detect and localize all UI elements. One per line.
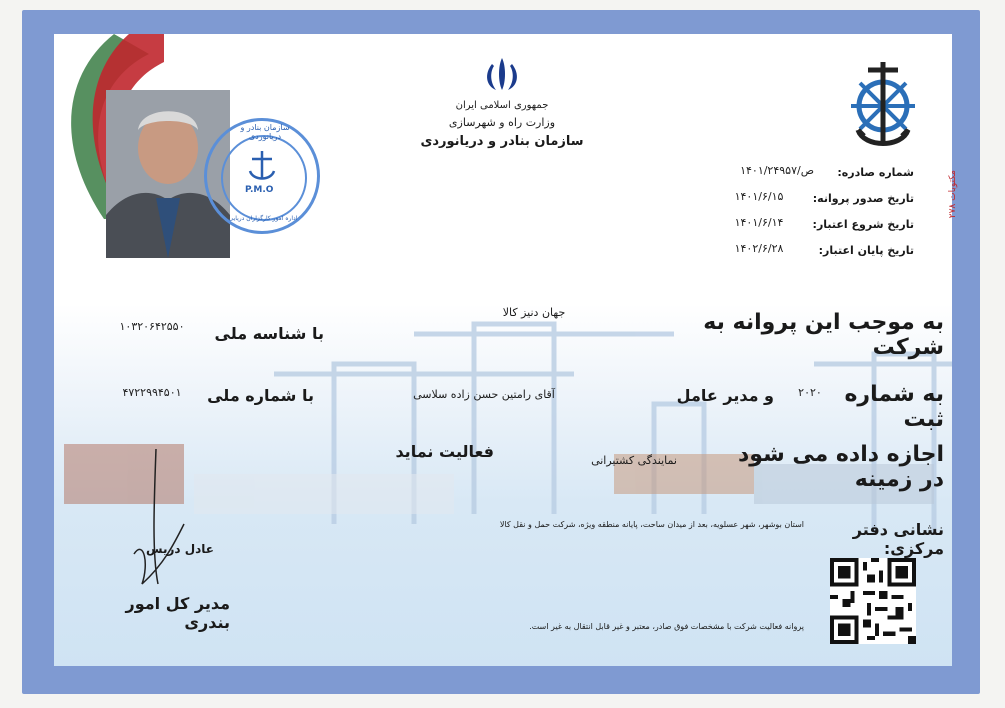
certificate-paper — [54, 34, 952, 666]
issue-label-start: تاریخ شروع اعتبار: — [812, 218, 914, 231]
registration-number: ۲۰۲۰ — [798, 386, 822, 399]
issue-label-end: تاریخ پایان اعتبار: — [818, 244, 914, 257]
official-seal — [204, 118, 320, 234]
seal-abbreviation: P.M.O — [245, 185, 274, 195]
footer-note: پروانه فعالیت شرکت با مشخصات فوق صادر، معتبر و غیر قابل انتقال به غیر است. — [529, 622, 804, 631]
issue-value-end: ۱۴۰۲/۶/۲۸ — [734, 242, 784, 255]
seal-bottom-text: اداره امور کارگزاران دریایی — [228, 215, 298, 222]
body-line2-suffix: با شماره ملی — [207, 386, 314, 405]
signature-scribble — [94, 444, 224, 604]
signatory-name: عادل دریس — [146, 542, 214, 556]
header-line-3: سازمان بنادر و دریانوردی — [420, 134, 584, 149]
body-line2-prefix: به شماره ثبت — [844, 382, 944, 432]
seal-anchor-icon — [247, 149, 277, 183]
activity-field: نمایندگی کشتیرانی — [591, 454, 677, 467]
national-id: ۱۰۳۲۰۶۴۲۵۵۰ — [119, 320, 185, 333]
ceo-name: آقای رامتین حسن زاده سلاسی — [413, 388, 555, 401]
seal-text: سازمان بنادر و دریانوردی — [240, 123, 290, 141]
body-line3-prefix: اجازه داده می شود در زمینه — [738, 442, 944, 492]
qr-code — [830, 558, 916, 644]
body-line3-suffix: فعالیت نماید — [395, 442, 494, 461]
issue-value-number: ص/۱۴۰۱/۲۴۹۵۷ — [740, 164, 814, 177]
header-line-2: وزارت راه و شهرسازی — [448, 116, 556, 129]
issue-label-number: شماره صادره: — [837, 166, 914, 179]
address-text: استان بوشهر، شهر عسلویه، بعد از میدان ساحت، پایانه منطقه ویژه، شرکت حمل و نقل کالا — [499, 520, 804, 529]
issue-label-date: تاریخ صدور پروانه: — [812, 192, 914, 205]
ceo-national-id: ۴۷۲۲۹۹۴۵۰۱ — [122, 386, 182, 399]
body-line1-prefix: به موجب این پروانه به شرکت — [703, 310, 944, 360]
signatory-title: مدیر کل امور بندری — [125, 594, 230, 632]
company-name: جهان دنیز کالا — [502, 306, 566, 319]
anchor-helm-icon — [846, 56, 920, 152]
side-note: مکتوبات ۲۷۸ — [948, 170, 958, 219]
body-line2-mid: و مدیر عامل — [676, 386, 774, 405]
iran-emblem-icon — [482, 54, 522, 94]
header-line-1: جمهوری اسلامی ایران — [455, 100, 549, 111]
body-line1-mid: با شناسه ملی — [214, 324, 324, 343]
issue-value-start: ۱۴۰۱/۶/۱۴ — [734, 216, 784, 229]
issue-value-date: ۱۴۰۱/۶/۱۵ — [734, 190, 784, 203]
address-label: نشانی دفتر مرکزی: — [852, 520, 944, 558]
